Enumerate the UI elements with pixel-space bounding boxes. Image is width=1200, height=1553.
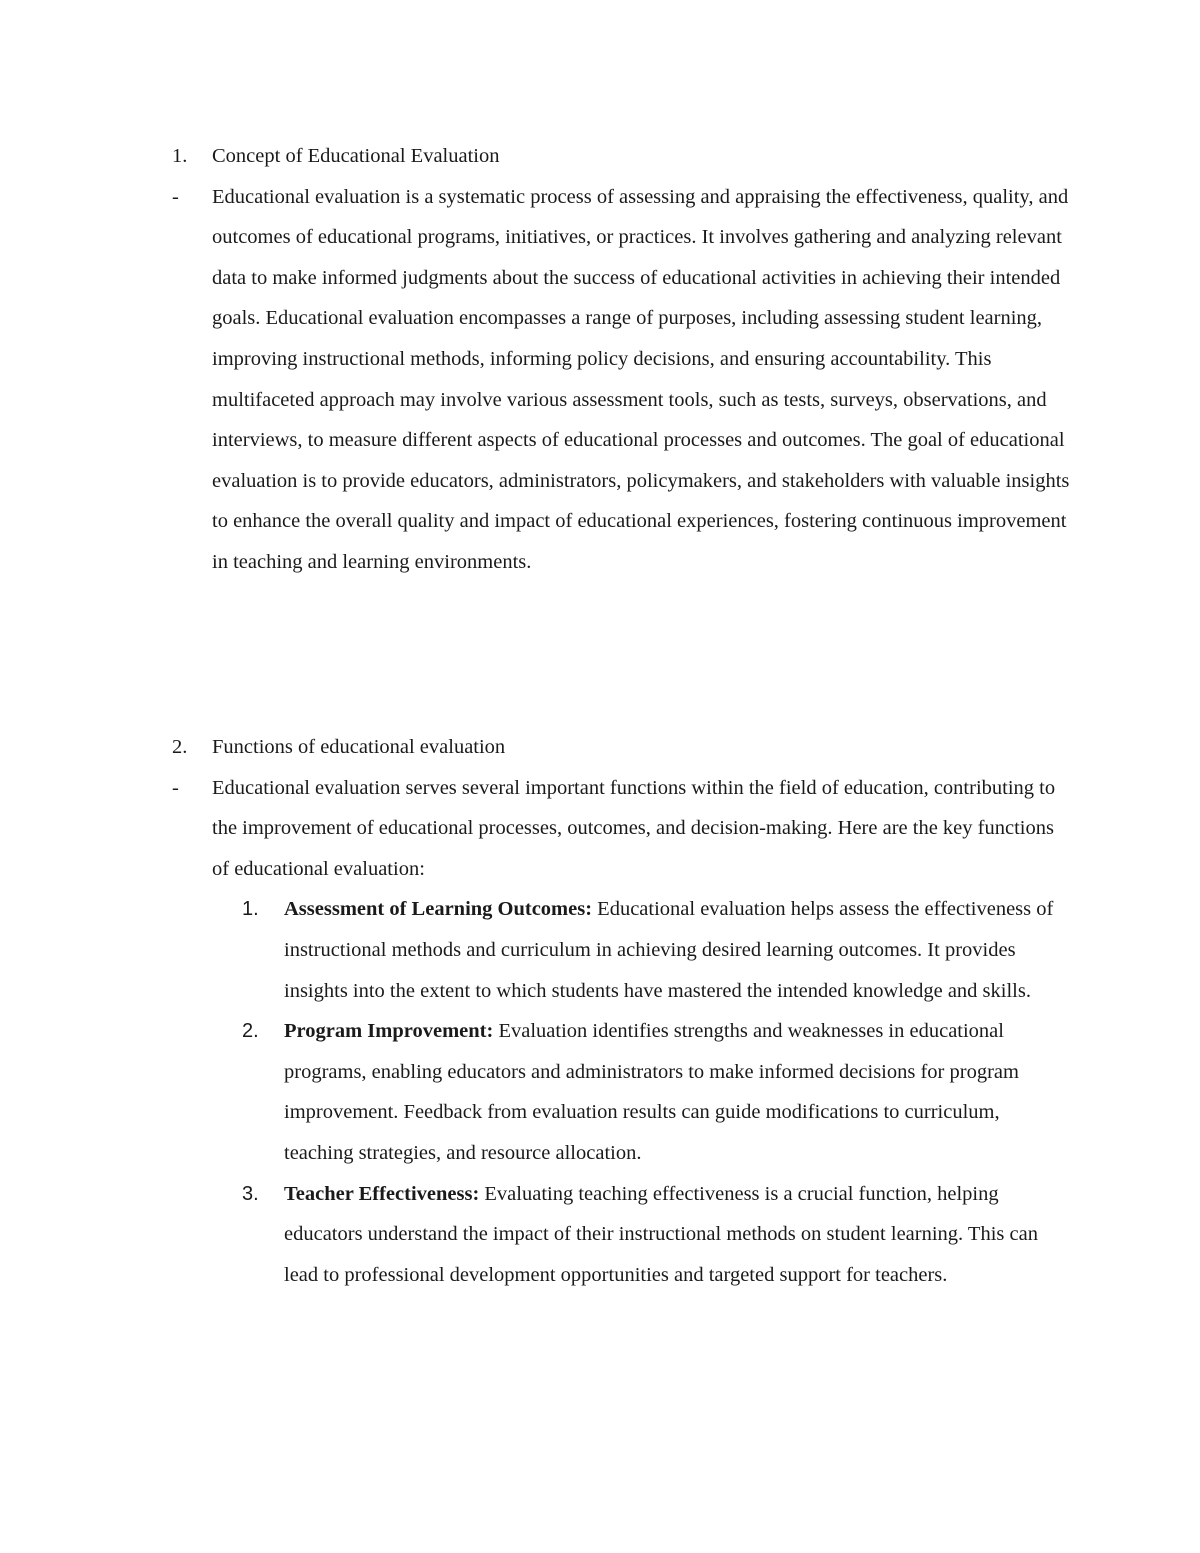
section-functions bbox=[172, 727, 1072, 1295]
section-paragraph: Educational evaluation is a systematic process of assessing and appraising the effectiveness, quality, and outcomes of educational programs, initiatives, or practices. It involves gathering and analyzing relevant data to make informed judgments about the success of educational activities in achieving their intended goals. Educational evaluation encompasses a range of purposes, including assessing student learning, improving instructional methods, informing policy decisions, and ensuring accountability. This multifaceted approach may involve various assessment tools, such as tests, surveys, observations, and interviews, to measure different aspects of educational processes and outcomes. The goal of educational evaluation is to provide educators, administrators, policymakers, and stakeholders with valuable insights to enhance the overall quality and impact of educational experiences, fostering continuous improvement in teaching and learning environments. bbox=[212, 185, 1070, 573]
bullet-row bbox=[172, 177, 1072, 583]
section-heading: Concept of Educational Evaluation bbox=[212, 145, 500, 167]
section-number: 2. bbox=[172, 736, 188, 758]
section-heading-row bbox=[172, 136, 1072, 177]
dash-bullet: - bbox=[172, 776, 179, 799]
list-item-number: 1. bbox=[242, 898, 259, 921]
dash-bullet: - bbox=[172, 185, 179, 208]
list-item-text: Evaluation identifies strengths and weaknesses in educational programs, enabling educators and administrators to make informed decisions for program improvement. Feedback from evaluation results can guide modifications to curriculum, teaching strategies, and resource allocation. bbox=[284, 1020, 1019, 1164]
list-item-title: Program Improvement: bbox=[284, 1020, 494, 1043]
list-item-title: Assessment of Learning Outcomes: bbox=[284, 898, 593, 921]
list-item bbox=[212, 1011, 1072, 1173]
list-item-number: 3. bbox=[242, 1182, 259, 1205]
list-item-text: Evaluating teaching effectiveness is a crucial function, helping educators understand the impact of their instructional methods on student learning. This can lead to professional development opportunities and targeted support for teachers. bbox=[284, 1182, 1038, 1286]
section-heading-row bbox=[172, 727, 1072, 768]
list-item-content bbox=[284, 1174, 1072, 1296]
bullet-row bbox=[172, 768, 1072, 890]
list-item-content bbox=[284, 1011, 1072, 1173]
list-item-text: Educational evaluation helps assess the effectiveness of instructional methods and curriculum in achieving desired learning outcomes. It provides insights into the extent to which students have mastered the intended knowledge and skills. bbox=[284, 898, 1054, 1002]
list-item-content bbox=[284, 889, 1072, 1011]
section-paragraph: Educational evaluation serves several important functions within the field of education, contributing to the improvement of educational processes, outcomes, and decision-making. Here are the key functions of educational evaluation: bbox=[212, 776, 1056, 880]
section-concept bbox=[172, 136, 1072, 583]
section-number: 1. bbox=[172, 145, 188, 167]
functions-list bbox=[212, 889, 1072, 1295]
section-heading: Functions of educational evaluation bbox=[212, 736, 506, 758]
list-item bbox=[212, 1174, 1072, 1296]
list-item-title: Teacher Effectiveness: bbox=[284, 1182, 480, 1205]
list-item bbox=[212, 889, 1072, 1011]
list-item-number: 2. bbox=[242, 1020, 259, 1043]
